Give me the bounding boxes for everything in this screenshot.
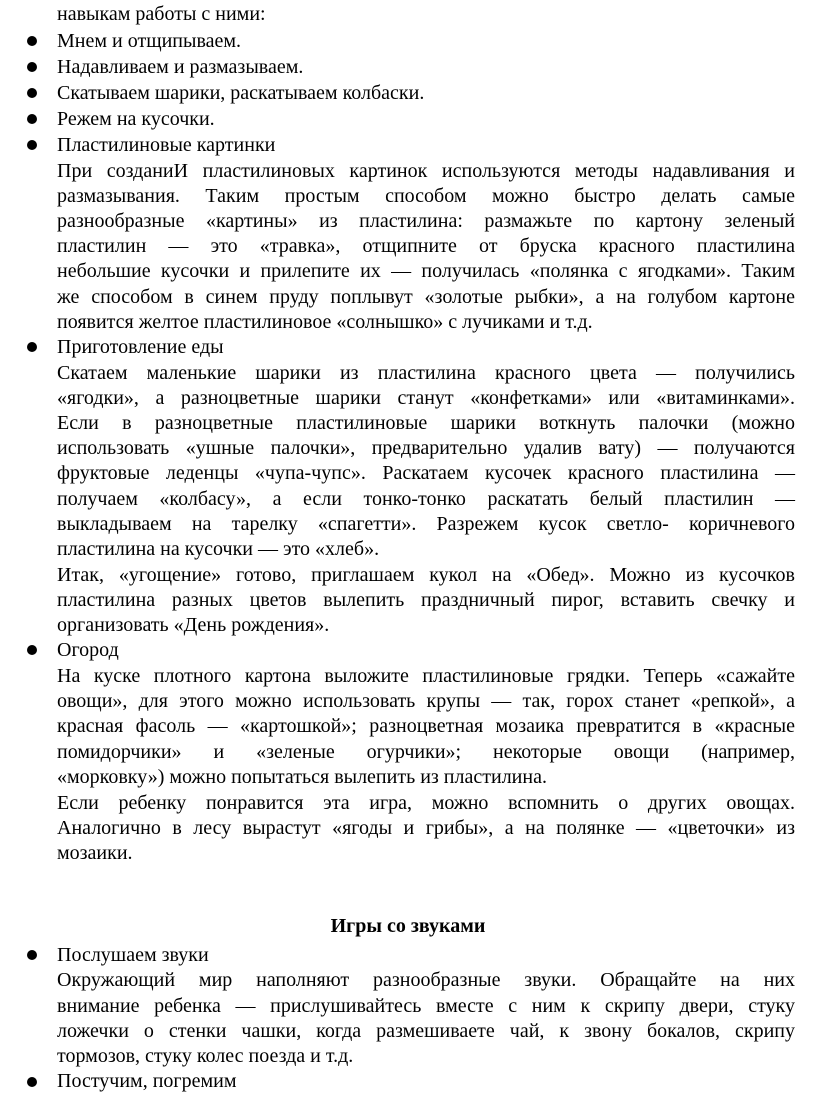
paragraph-line: При созданиИ пластилиновых картинок используются методы надавливания и	[57, 160, 795, 182]
paragraph-line: тормозов, стуку колес поезда и т.д.	[57, 1045, 354, 1067]
section-title: Послушаем звуки	[57, 944, 209, 966]
bullet-marker	[27, 950, 37, 960]
paragraph-line: размазывания. Таким простым способом можно быстро делать самые	[57, 185, 795, 207]
paragraph-line: пластилин — это «травка», отщипните от бруска красного пластилина	[57, 235, 795, 257]
paragraph-line: Скатаем маленькие шарики из пластилина красного цвета — получились	[57, 362, 795, 384]
section-title: Огород	[57, 639, 119, 661]
paragraph-line: мозаики.	[57, 842, 133, 864]
paragraph-line: ложечки о стенки чашки, когда размешиваете чай, к звону бокалов, скрипу	[57, 1020, 795, 1042]
paragraph-line: небольшие кусочки и прилепите их — получилась «полянка с ягодками». Таким	[57, 260, 795, 282]
paragraph-line: Если ребенку понравится эта игра, можно вспомнить о других овощах.	[57, 792, 795, 814]
list-item: Надавливаем и размазываем.	[57, 56, 304, 78]
paragraph-line: использовать «ушные палочки», предварительно удалив вату) — получаются	[57, 437, 795, 459]
bullet-marker	[27, 36, 37, 46]
paragraph-line: же способом в синем пруду поплывут «золотые рыбки», а на голубом картоне	[57, 286, 795, 308]
bullet-marker	[27, 62, 37, 72]
paragraph-line: организовать «День рождения».	[57, 614, 330, 636]
paragraph-line: фруктовые леденцы «чупа-чупс». Раскатаем кусочек красного пластилина —	[57, 462, 795, 484]
bullet-marker	[27, 140, 37, 150]
paragraph-line: появится желтое пластилиновое «солнышко» с лучиками и т.д.	[57, 311, 593, 333]
bullet-marker	[27, 342, 37, 352]
paragraph-line: помидорчики» и «зеленые огурчики»; некоторые овощи (например,	[57, 741, 795, 763]
paragraph-line: «ягодки», а разноцветные шарики станут «конфетками» или «витаминками».	[57, 387, 795, 409]
paragraph-line: получаем «колбасу», а если тонко-тонко раскатать белый пластилин —	[57, 488, 795, 510]
bullet-marker	[27, 114, 37, 124]
paragraph-line: Итак, «угощение» готово, приглашаем кукол на «Обед». Можно из кусочков	[57, 564, 795, 586]
paragraph-line: пластилина на кусочки — это «хлеб».	[57, 538, 380, 560]
paragraph-line: красная фасоль — «картошкой»; разноцветная мозаика превратится в «красные	[57, 715, 795, 737]
intro-tail: навыкам работы с ними:	[57, 3, 266, 25]
bullet-marker	[27, 645, 37, 655]
section-heading: Игры со звуками	[330, 915, 486, 937]
bullet-marker	[27, 1077, 37, 1087]
paragraph-line: На куске плотного картона выложите пластилиновые грядки. Теперь «сажайте	[57, 665, 795, 687]
list-item: Скатываем шарики, раскатываем колбаски.	[57, 82, 425, 104]
paragraph-line: разнообразные «картины» из пластилина: размажьте по картону зеленый	[57, 210, 795, 232]
paragraph-line: выкладываем на тарелку «спагетти». Разрежем кусок светло- коричневого	[57, 513, 795, 535]
paragraph-line: Окружающий мир наполняют разнообразные звуки. Обращайте на них	[57, 969, 795, 991]
section-title: Приготовление еды	[57, 336, 224, 358]
bullet-marker	[27, 88, 37, 98]
paragraph-line: «морковку») можно попытаться вылепить из пластилина.	[57, 766, 547, 788]
paragraph-line: овощи», для этого можно использовать крупы — так, горох станет «репкой», а	[57, 690, 795, 712]
paragraph-line: внимание ребенка — прислушивайтесь вместе с ним к скрипу двери, стуку	[57, 995, 795, 1017]
paragraph-line: Если в разноцветные пластилиновые шарики воткнуть палочки (можно	[57, 412, 795, 434]
paragraph-line: Аналогично в лесу вырастут «ягоды и грибы», а на полянке — «цветочки» из	[57, 817, 795, 839]
section-title: Пластилиновые картинки	[57, 134, 276, 156]
paragraph-line: пластилина разных цветов вылепить праздничный пирог, вставить свечку и	[57, 589, 795, 611]
section-title: Постучим, погремим	[57, 1070, 237, 1092]
list-item: Мнем и отщипываем.	[57, 30, 242, 52]
list-item: Режем на кусочки.	[57, 108, 215, 130]
